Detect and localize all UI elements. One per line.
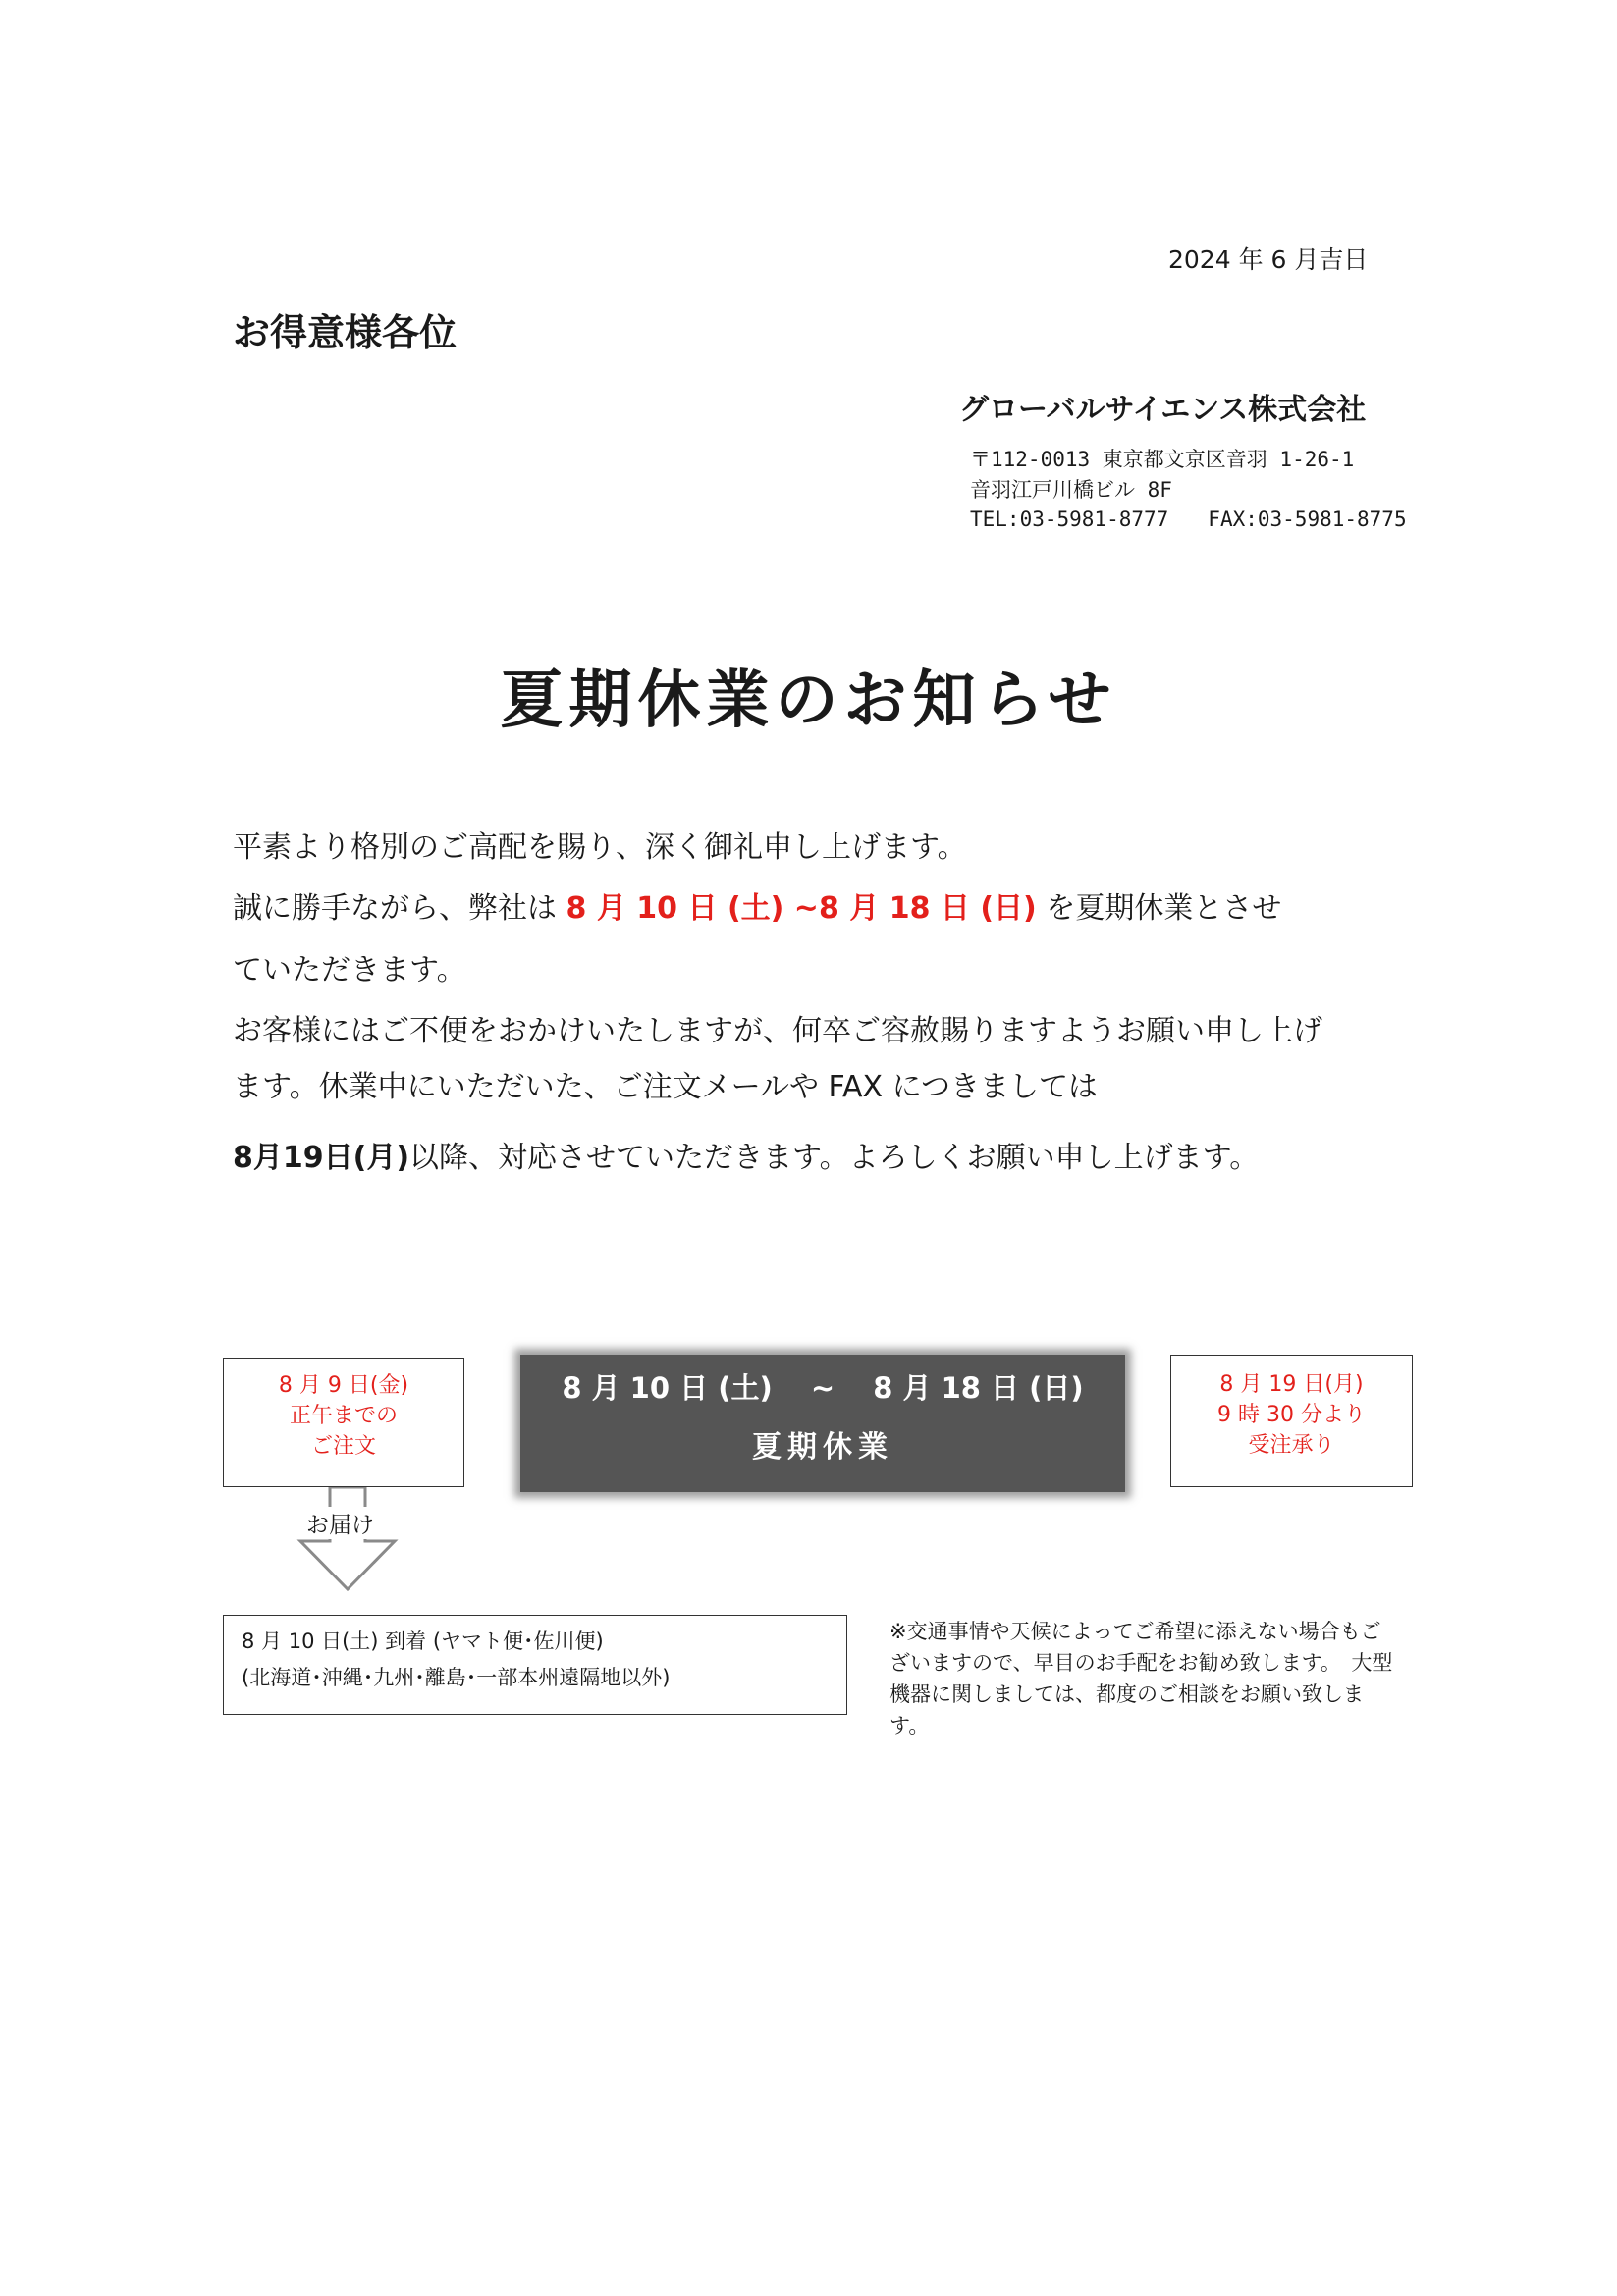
- resume-order-box: [1170, 1355, 1413, 1487]
- delivery-exceptions: (北海道･沖縄･九州･離島･一部本州遠隔地以外): [242, 1666, 671, 1689]
- delivery-date: 8 月 10 日(土) 到着 (ヤマト便･佐川便): [242, 1629, 604, 1653]
- last-order-time: 正午までの: [289, 1404, 398, 1428]
- body-line-5: ます。休業中にいただいた、ご注文メールや FAX につきましては: [233, 1070, 1099, 1104]
- resume-order-time: 9 時 30 分より: [1217, 1403, 1366, 1427]
- last-order-label: ご注文: [310, 1434, 376, 1459]
- body-line-2-pre: 誠に勝手ながら、弊社は: [233, 891, 566, 926]
- recipient-heading: お得意様各位: [233, 311, 458, 354]
- delivery-label: お届け: [304, 1507, 376, 1539]
- body-line-4: お客様にはご不便をおかけいたしますが、何卒ご容赦賜りますようお願い申し上げ: [233, 1014, 1322, 1048]
- delivery-info-box: [223, 1615, 847, 1715]
- notice-note: ※交通事情や天候によってご希望に添えない場合もございますので、早目のお手配をお勧め致します。 大型機器に関しましては、都度のご相談をお願い致します。: [889, 1620, 1393, 1737]
- contact-line: [970, 507, 1407, 531]
- body-line-1: 平素より格別のご高配を賜り、深く御礼申し上げます。: [233, 830, 967, 865]
- address-line-1: 〒112-0013 東京都文京区音羽 1-26-1: [970, 448, 1355, 471]
- down-arrow-icon: [295, 1487, 403, 1595]
- resume-order-label: 受注承り: [1248, 1433, 1335, 1458]
- last-order-box: [223, 1358, 464, 1487]
- holiday-dates-highlight: 8 月 10 日 (土) ~8 月 18 日 (日): [566, 891, 1037, 926]
- holiday-period-dates: 8 月 10 日 (土) ~ 8 月 18 日 (日): [562, 1371, 1084, 1405]
- document-date: 2024 年 6 月吉日: [1168, 245, 1369, 274]
- holiday-period-label: 夏期休業: [752, 1430, 893, 1465]
- body-line-2-post: を夏期休業とさせ: [1036, 891, 1282, 926]
- body-line-3: ていただきます。: [233, 953, 466, 988]
- tel-number: TEL:03-5981-8777: [970, 507, 1169, 531]
- address-line-2: 音羽江戸川橋ビル 8F: [970, 478, 1172, 502]
- page-title: 夏期休業のお知らせ: [500, 665, 1117, 737]
- body-line-6: [233, 1133, 1259, 1176]
- holiday-period-box: [520, 1355, 1125, 1492]
- body-line-6-post: 以降、対応させていただきます。よろしくお願い申し上げます。: [409, 1141, 1260, 1175]
- company-name: グローバルサイエンス株式会社: [959, 393, 1367, 427]
- last-order-date: 8 月 9 日(金): [278, 1373, 409, 1398]
- resume-order-date: 8 月 19 日(月): [1219, 1372, 1364, 1397]
- fax-number: FAX:03-5981-8775: [1208, 507, 1407, 531]
- resume-date: 8月19日(月): [233, 1141, 410, 1175]
- body-line-2: [233, 883, 1281, 927]
